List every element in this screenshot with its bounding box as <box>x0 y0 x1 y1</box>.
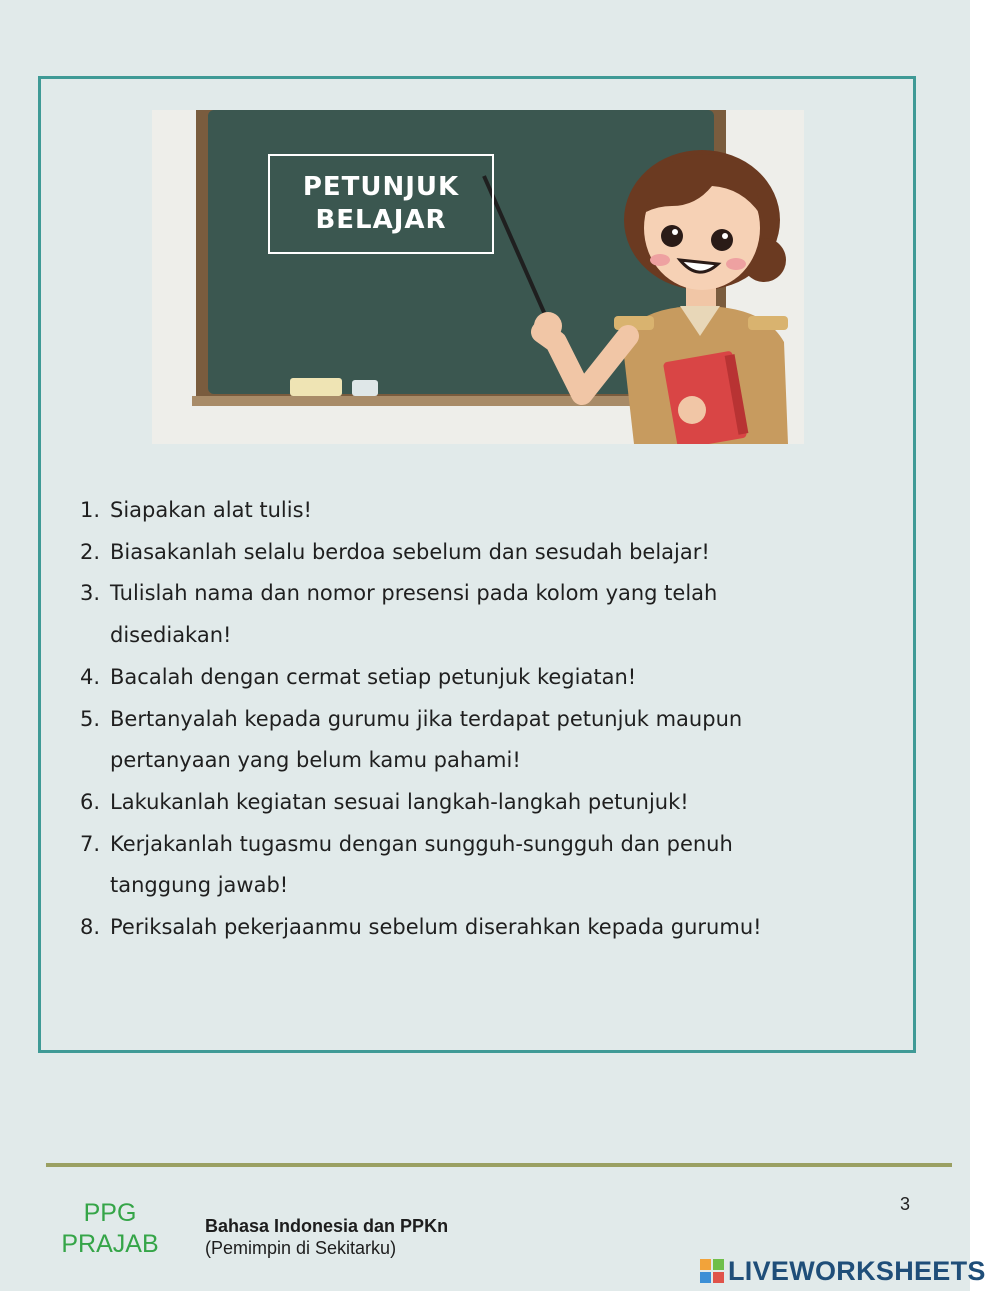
list-item-text: Periksalah pekerjaanmu sebelum diserahkan kepada gurumu! <box>110 915 762 940</box>
list-item-text: Siapakan alat tulis! <box>110 498 312 522</box>
list-item <box>80 532 840 574</box>
list-item <box>80 699 840 782</box>
list-item-number: 2. <box>80 539 101 564</box>
list-item-text: Kerjakanlah tugasmu dengan sungguh-sungguh dan penuh tanggung jawab! <box>110 831 733 898</box>
subject-title: Bahasa Indonesia dan PPKn <box>205 1216 449 1236</box>
footer-brand <box>54 1198 166 1260</box>
board-title <box>268 154 494 254</box>
list-item-number: 6. <box>80 789 101 814</box>
list-item-text: Tulislah nama dan nomor presensi pada kolom yang telah disediakan! <box>110 581 718 648</box>
list-item <box>80 573 810 656</box>
board-title-line2: BELAJAR <box>315 205 447 235</box>
list-item-number: 7. <box>80 831 101 856</box>
brand-line1: PPG <box>83 1199 137 1227</box>
list-item-number: 3. <box>80 581 101 606</box>
list-item-number: 4. <box>80 664 101 689</box>
footer-divider <box>46 1163 952 1167</box>
list-item-text: Lakukanlah kegiatan sesuai langkah-langkah petunjuk! <box>110 789 689 814</box>
footer-subject <box>205 1215 448 1259</box>
list-item-text: Bacalah dengan cermat setiap petunjuk kegiatan! <box>110 664 637 689</box>
list-item-number: 5. <box>80 706 101 731</box>
list-item-number: 1. <box>80 498 101 522</box>
liveworksheets-watermark <box>700 1256 986 1286</box>
subject-theme: (Pemimpin di Sekitarku) <box>205 1238 397 1258</box>
list-item <box>80 782 840 824</box>
instruction-list <box>80 490 840 949</box>
brand-line2: PRAJAB <box>61 1230 159 1258</box>
board-title-line1: PETUNJUK <box>302 172 460 202</box>
list-item-text: Bertanyalah kepada gurumu jika terdapat petunjuk maupun pertanyaan yang belum kamu pahami! <box>110 706 743 773</box>
page-number: 3 <box>900 1194 911 1214</box>
watermark-text: LIVEWORKSHEETS <box>728 1255 986 1286</box>
list-item <box>80 490 840 532</box>
list-item <box>80 657 840 699</box>
list-item <box>80 907 870 949</box>
liveworksheets-logo-icon <box>700 1259 724 1283</box>
list-item-number: 8. <box>80 915 101 940</box>
list-item-text: Biasakanlah selalu berdoa sebelum dan sesudah belajar! <box>110 539 710 564</box>
list-item <box>80 824 830 907</box>
